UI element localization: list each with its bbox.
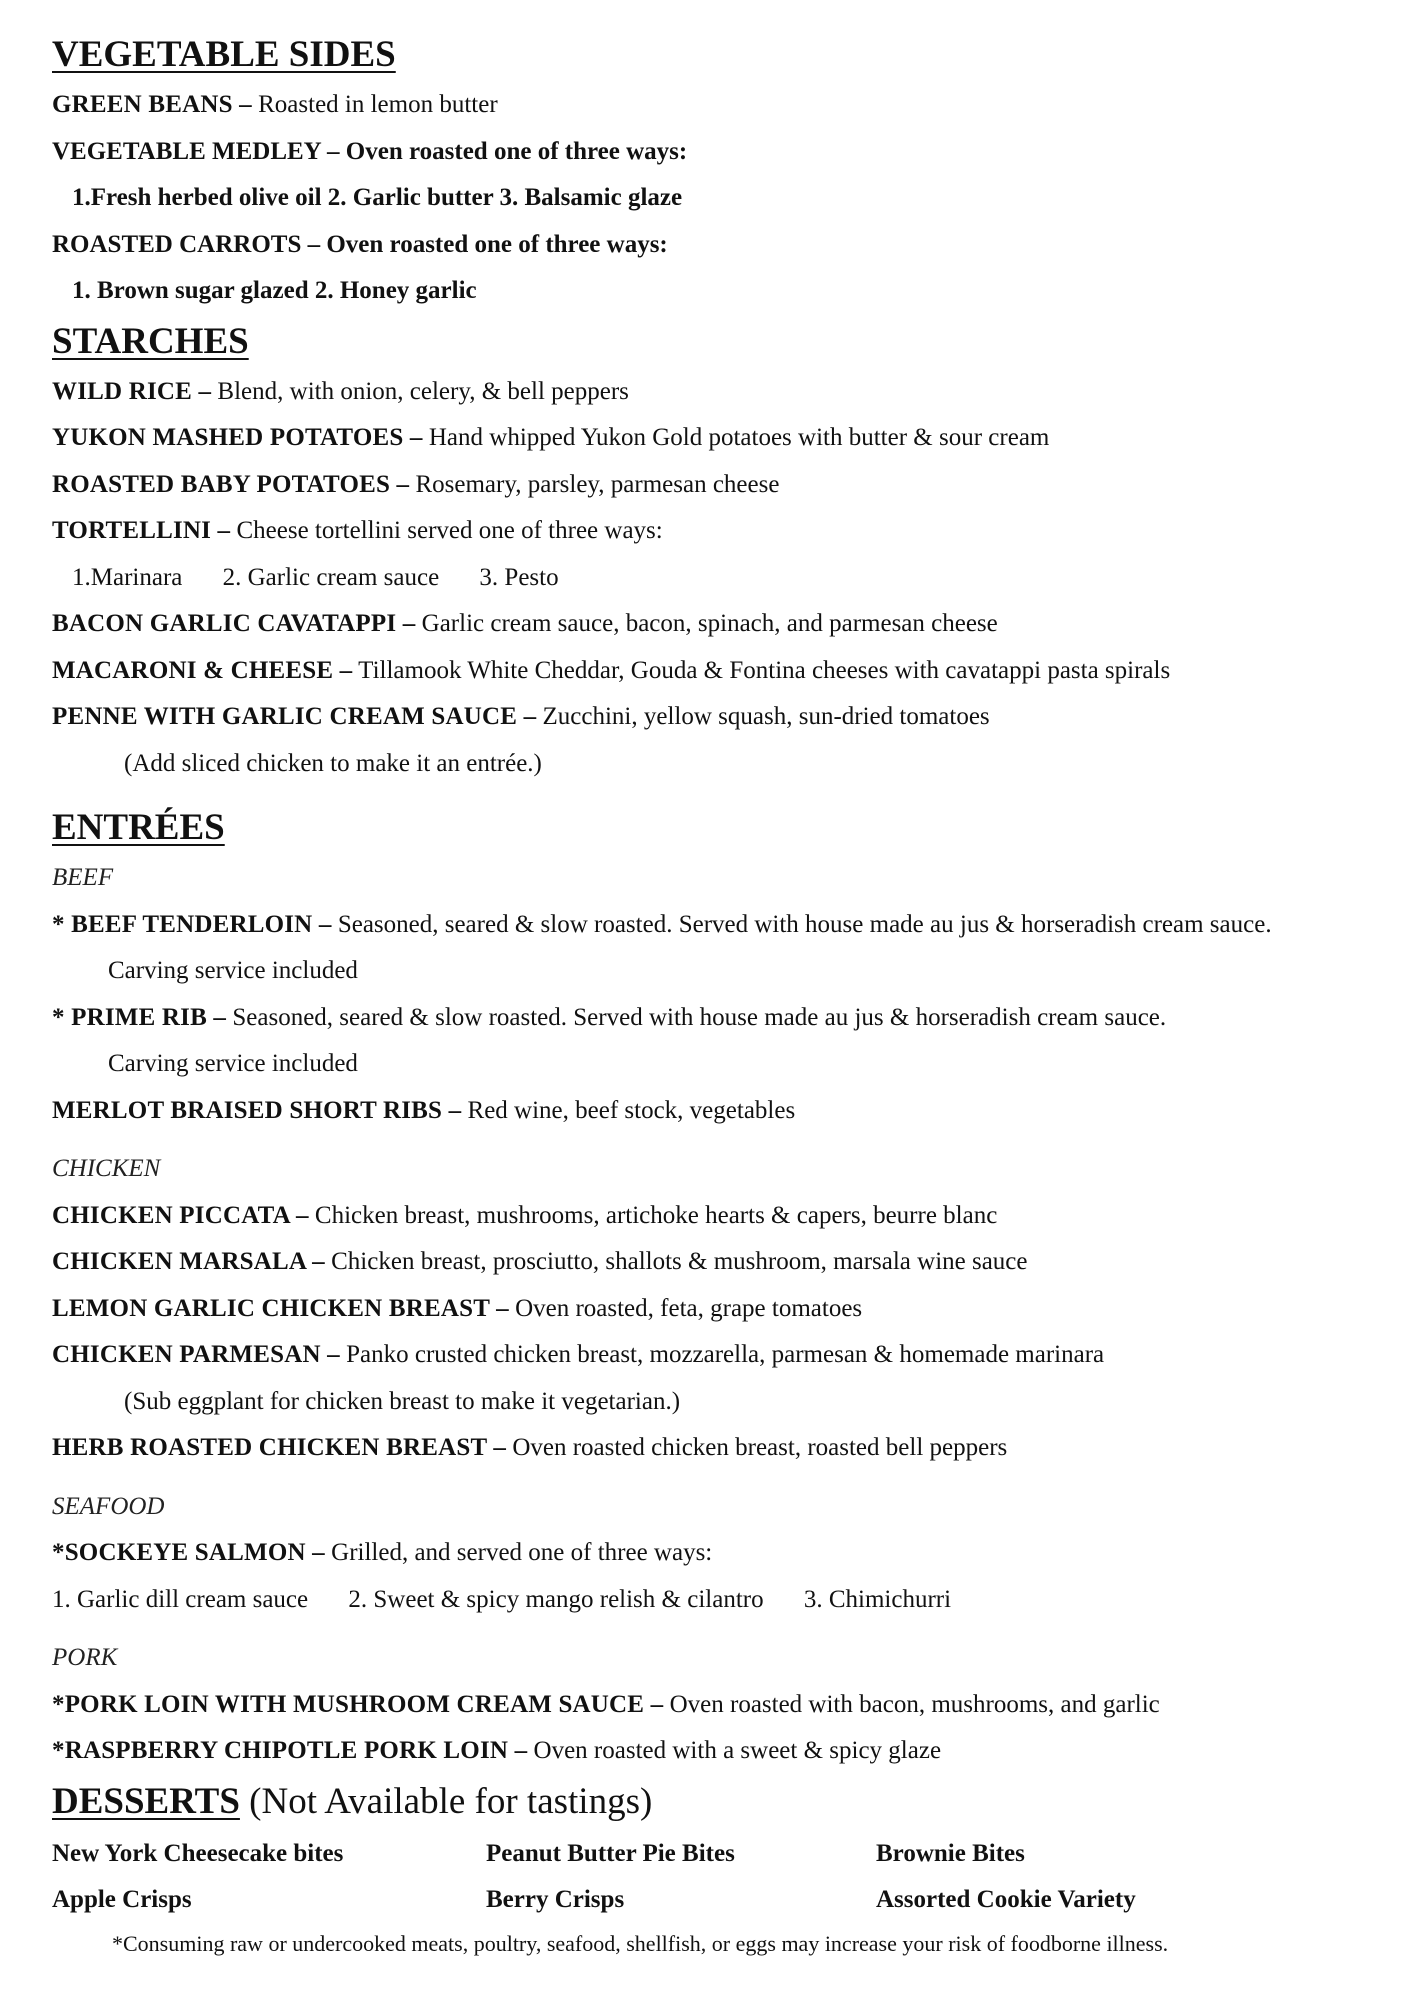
category-label-pork: PORK (52, 1644, 118, 1671)
menu-item-tortellini (52, 508, 1414, 555)
item-name: TORTELLINI – (52, 517, 231, 544)
item-name: CHICKEN MARSALA – (52, 1248, 325, 1275)
menu-item-lemon-garlic-chicken (52, 1286, 1414, 1333)
section-title-entrees: ENTRÉES (52, 807, 225, 848)
item-name: *RASPBERRY CHIPOTLE PORK LOIN – (52, 1737, 528, 1764)
dessert-item: Peanut Butter Pie Bites (486, 1839, 735, 1867)
menu-item-short-ribs (52, 1088, 1414, 1135)
menu-item-herb-roasted-chicken (52, 1425, 1414, 1472)
item-name: BACON GARLIC CAVATAPPI – (52, 610, 416, 637)
item-options: 1.Fresh herbed olive oil 2. Garlic butter 3. Balsamic glaze (72, 184, 683, 211)
menu-item-sockeye-salmon (52, 1530, 1414, 1577)
item-description: Chicken breast, prosciutto, shallots & mushroom, marsala wine sauce (331, 1248, 1028, 1275)
item-description: Tillamook White Cheddar, Gouda & Fontina cheeses with cavatappi pasta spirals (358, 656, 1171, 684)
item-note: Carving service included (108, 957, 358, 984)
menu-item-beef-tenderloin (52, 902, 1414, 949)
dessert-item: Berry Crisps (486, 1886, 625, 1913)
item-note: (Add sliced chicken to make it an entrée.) (124, 749, 542, 777)
section-title-vegetable-sides: VEGETABLE SIDES (52, 34, 396, 75)
item-description: Oven roasted with a sweet & spicy glaze (533, 1737, 942, 1764)
option: 2. Garlic cream sauce (222, 563, 440, 591)
dessert-item: New York Cheesecake bites (52, 1839, 344, 1867)
item-name: LEMON GARLIC CHICKEN BREAST – (52, 1294, 509, 1322)
menu-item-roasted-carrots: ROASTED CARROTS – Oven roasted one of three ways: (52, 230, 668, 258)
dessert-item: Assorted Cookie Variety (876, 1886, 1136, 1913)
section-title-desserts (52, 1775, 1414, 1829)
item-description: Hand whipped Yukon Gold potatoes with butter & sour cream (428, 424, 1050, 451)
menu-item-pork-loin-mushroom (52, 1682, 1414, 1729)
item-options (52, 1577, 1414, 1624)
dessert-list (52, 1831, 1414, 1924)
option: 1. Garlic dill cream sauce (52, 1585, 309, 1613)
section-title-starches: STARCHES (52, 320, 249, 362)
vegetable-sides-section (52, 28, 1414, 315)
item-name: WILD RICE – (52, 377, 212, 405)
item-name: HERB ROASTED CHICKEN BREAST – (52, 1434, 507, 1461)
item-description: Seasoned, seared & slow roasted. Served with house made au jus & horseradish cream sauce. (232, 1003, 1167, 1031)
menu-item-wild-rice (52, 369, 1414, 416)
option: 3. Pesto (479, 563, 559, 591)
item-name: * BEEF TENDERLOIN – (52, 910, 332, 938)
item-name: CHICKEN PARMESAN – (52, 1341, 340, 1368)
menu-item-macaroni-cheese (52, 648, 1414, 695)
item-description: Oven roasted with bacon, mushrooms, and garlic (669, 1690, 1160, 1718)
menu-item-penne (52, 694, 1414, 741)
category-label-seafood: SEAFOOD (52, 1492, 165, 1520)
menu-item-green-beans (52, 82, 1414, 129)
item-description: Chicken breast, mushrooms, artichoke hearts & capers, beurre blanc (314, 1201, 998, 1229)
item-name: GREEN BEANS – (52, 91, 252, 118)
item-description: Cheese tortellini served one of three ways: (236, 517, 663, 544)
option: 2. Sweet & spicy mango relish & cilantro (348, 1585, 764, 1613)
item-description: Grilled, and served one of three ways: (331, 1539, 713, 1566)
item-name: CHICKEN PICCATA – (52, 1201, 309, 1229)
menu-item-bacon-garlic-cavatappi (52, 601, 1414, 648)
item-description: Blend, with onion, celery, & bell peppers (217, 377, 629, 405)
dessert-item: Apple Crisps (52, 1886, 192, 1913)
item-name: *PORK LOIN WITH MUSHROOM CREAM SAUCE – (52, 1690, 664, 1718)
menu-item-chicken-piccata (52, 1193, 1414, 1240)
item-name: MERLOT BRAISED SHORT RIBS – (52, 1096, 462, 1124)
desserts-section (52, 1775, 1414, 1924)
item-description: Panko crusted chicken breast, mozzarella, parmesan & homemade marinara (346, 1341, 1105, 1368)
item-description: Seasoned, seared & slow roasted. Served with house made au jus & horseradish cream sauce. (337, 910, 1272, 938)
item-note: Carving service included (108, 1050, 358, 1077)
item-description: Rosemary, parsley, parmesan cheese (415, 470, 780, 498)
starches-section (52, 315, 1414, 788)
item-description: Garlic cream sauce, bacon, spinach, and parmesan cheese (421, 610, 998, 637)
item-name: * PRIME RIB – (52, 1003, 227, 1031)
menu-item-vegetable-medley: VEGETABLE MEDLEY – Oven roasted one of three ways: (52, 137, 688, 165)
item-description: Zucchini, yellow squash, sun-dried tomatoes (542, 703, 990, 730)
option: 1.Marinara (72, 563, 183, 591)
desserts-subtitle: (Not Available for tastings) (249, 1780, 653, 1822)
item-description: Red wine, beef stock, vegetables (467, 1096, 796, 1124)
option: 3. Chimichurri (803, 1585, 952, 1613)
item-description: Oven roasted chicken breast, roasted bell peppers (512, 1434, 1008, 1461)
item-name: *SOCKEYE SALMON – (52, 1539, 325, 1566)
menu-item-chicken-marsala (52, 1239, 1414, 1286)
menu-item-yukon-mashed-potatoes (52, 415, 1414, 462)
dessert-item: Brownie Bites (876, 1839, 1025, 1867)
menu-item-roasted-baby-potatoes (52, 462, 1414, 509)
foodborne-illness-footnote: *Consuming raw or undercooked meats, poultry, seafood, shellfish, or eggs may increase your risk of foodborne illness. (112, 1930, 1169, 1956)
item-name: YUKON MASHED POTATOES – (52, 424, 423, 451)
item-description: Oven roasted, feta, grape tomatoes (515, 1294, 863, 1322)
item-note: (Sub eggplant for chicken breast to make it vegetarian.) (124, 1387, 681, 1415)
item-options (52, 555, 1414, 602)
desserts-title: DESSERTS (52, 1780, 240, 1822)
item-description: Roasted in lemon butter (258, 91, 498, 118)
entrees-section (52, 801, 1414, 1775)
category-label-chicken: CHICKEN (52, 1155, 161, 1182)
menu-item-chicken-parmesan (52, 1332, 1414, 1379)
item-name: ROASTED BABY POTATOES – (52, 470, 410, 498)
category-label-beef: BEEF (52, 864, 114, 891)
item-name: PENNE WITH GARLIC CREAM SAUCE – (52, 703, 537, 730)
menu-item-raspberry-chipotle-pork (52, 1728, 1414, 1775)
item-options: 1. Brown sugar glazed 2. Honey garlic (72, 277, 477, 304)
menu-item-prime-rib (52, 995, 1414, 1042)
item-name: MACARONI & CHEESE – (52, 656, 353, 684)
